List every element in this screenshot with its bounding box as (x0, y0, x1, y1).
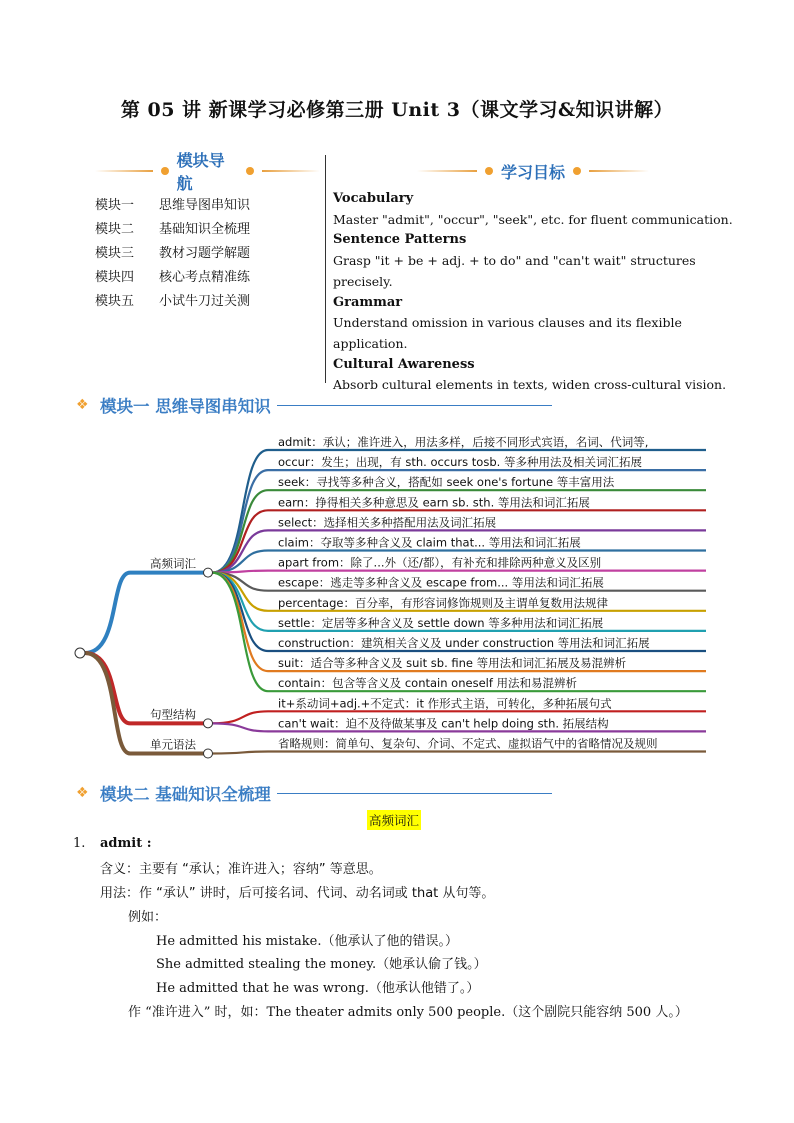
mindmap-item-label: can't wait：迫不及待做某事及 can't help doing sth. 拓展结构 (278, 716, 609, 731)
mindmap-item-label: occur：发生；出现，有 sth. occurs tosb. 等多种用法及相关词汇拓展 (278, 455, 642, 470)
dot-icon (573, 167, 581, 175)
mindmap-item-label: escape：逃走等多种含义及 escape from... 等用法和词汇拓展 (278, 575, 604, 590)
module-nav-item (95, 263, 320, 287)
mindmap-group-label: 高频词汇 (150, 556, 196, 571)
mindmap-item-label: select：选择相关多种搭配用法及词汇拓展 (278, 515, 497, 530)
mindmap-item-label: claim：夺取等多种含义及 claim that... 等用法和词汇拓展 (278, 535, 581, 550)
decor-line (262, 170, 320, 172)
diamond-icon: ❖ (76, 785, 89, 801)
module-nav-label: 核心考点精准练 (159, 269, 251, 285)
mindmap-item-label: admit：承认；准许进入，用法多样，后接不同形式宾语，名词、代词等, (278, 435, 649, 449)
section-label: 高频词汇 (367, 810, 421, 830)
diamond-icon: ❖ (76, 397, 89, 413)
decor-line (417, 170, 477, 172)
module-nav-item (95, 215, 320, 239)
mindmap-item-label: earn：挣得相关多种意思及 earn sb. sth. 等用法和词汇拓展 (278, 495, 590, 510)
mindmap-item-label: contain：包含等含义及 contain oneself 用法和易混辨析 (278, 676, 578, 691)
dot-icon (161, 167, 169, 175)
module-nav (95, 151, 320, 311)
entry-note: 作 “准许进入” 时，如：The theater admits only 500 people.（这个剧院只能容纳 500 人。） (128, 1005, 688, 1020)
dot-icon (246, 167, 254, 175)
dot-icon (485, 167, 493, 175)
module-nav-heading: 模块导航 (176, 151, 225, 193)
module-nav-item (95, 239, 320, 263)
goal-text: Grasp "it + be + adj. + to do" and "can't wait" structures precisely. (333, 253, 696, 289)
mindmap-item-label: seek：寻找等多种含义，搭配如 seek one's fortune 等丰富用法 (278, 475, 615, 490)
mindmap-item-label: suit：适合等多种含义及 suit sb. fine 等用法和词汇拓展及易混辨析 (278, 656, 627, 671)
learning-goals-heading: 学习目标 (500, 162, 565, 182)
module1-header (76, 393, 552, 417)
mind-map (0, 415, 794, 765)
mindmap-item-label: settle：定居等多种含义及 settle down 等多种用法和词汇拓展 (278, 615, 604, 630)
goal-title: Sentence Patterns (333, 232, 467, 248)
module-nav-header (95, 151, 320, 193)
mindmap-group-node (204, 749, 213, 758)
module-nav-key: 模块一 (95, 197, 135, 213)
entry-word: admit : (100, 836, 152, 851)
mindmap-item-branch (212, 752, 706, 754)
page-title: 第 05 讲 新课学习必修第三册 Unit 3（课文学习&知识讲解） (120, 99, 674, 121)
section-rule (277, 405, 552, 406)
example-intro: 例如： (128, 910, 168, 925)
module-nav-label: 基础知识全梳理 (159, 221, 251, 237)
mindmap-branch (85, 573, 204, 653)
module-nav-key: 模块四 (95, 269, 135, 285)
mindmap-item-label: 省略规则：简单句、复杂句、介词、不定式、虚拟语气中的省略情况及规则 (278, 736, 658, 751)
goal-title: Cultural Awareness (333, 356, 475, 372)
goal-title: Vocabulary (333, 191, 414, 206)
learning-goals-list (333, 189, 733, 396)
mindmap-item-label: construction：建筑相关含义及 under construction 等用法和词汇拓展 (278, 636, 650, 650)
module-nav-label: 思维导图串知识 (159, 197, 251, 213)
mindmap-group-label: 单元语法 (150, 737, 196, 752)
module-nav-key: 模块五 (95, 293, 135, 309)
example-sentence: He admitted that he was wrong.（他承认他错了。） (156, 981, 480, 996)
decor-line (589, 170, 649, 172)
mindmap-root-node (75, 648, 85, 658)
example-sentence: She admitted stealing the money.（她承认偷了钱。） (156, 957, 487, 972)
module2-header (76, 781, 552, 805)
section-rule (277, 793, 552, 794)
example-sentence: He admitted his mistake.（他承认了他的错误。） (156, 934, 458, 949)
column-divider (325, 155, 326, 383)
decor-line (95, 170, 153, 172)
goal-text: Understand omission in various clauses and its flexible application. (333, 315, 682, 351)
module-nav-list (95, 191, 320, 311)
learning-goals (333, 155, 733, 396)
module-nav-item (95, 287, 320, 311)
mindmap-item-label: it+系动词+adj.+不定式：it 作形式主语，可转化，多种拓展句式 (278, 696, 612, 711)
entry-usage: 用法：作 “承认” 讲时，后可接名词、代词、动名词或 that 从句等。 (100, 886, 495, 901)
entry-number: 1. (73, 836, 86, 851)
module-nav-key: 模块二 (95, 221, 135, 237)
learning-goals-header (333, 155, 733, 187)
mindmap-group-node (204, 719, 213, 728)
module2-heading: 模块二 基础知识全梳理 (100, 785, 271, 804)
module-nav-key: 模块三 (95, 245, 135, 261)
mindmap-group-node (204, 568, 213, 577)
mindmap-group-label: 句型结构 (150, 707, 196, 722)
module1-heading: 模块一 思维导图串知识 (100, 397, 271, 416)
mindmap-item-label: apart from：除了...外（还/都），有补充和排除两种意义及区别 (278, 555, 602, 570)
module-nav-label: 教材习题学解题 (159, 245, 251, 261)
module-nav-item (95, 191, 320, 215)
goal-text: Master "admit", "occur", "seek", etc. for fluent communication. (333, 211, 733, 227)
module-nav-label: 小试牛刀过关测 (159, 293, 251, 309)
mindmap-item-branch (212, 571, 706, 573)
mindmap-item-label: percentage：百分率，有形容词修饰规则及主谓单复数用法规律 (278, 595, 608, 610)
entry-meaning: 含义：主要有 “承认；准许进入；容纳” 等意思。 (100, 862, 382, 877)
goal-title: Grammar (333, 294, 403, 310)
goal-text: Absorb cultural elements in texts, widen cross-cultural vision. (333, 377, 727, 393)
